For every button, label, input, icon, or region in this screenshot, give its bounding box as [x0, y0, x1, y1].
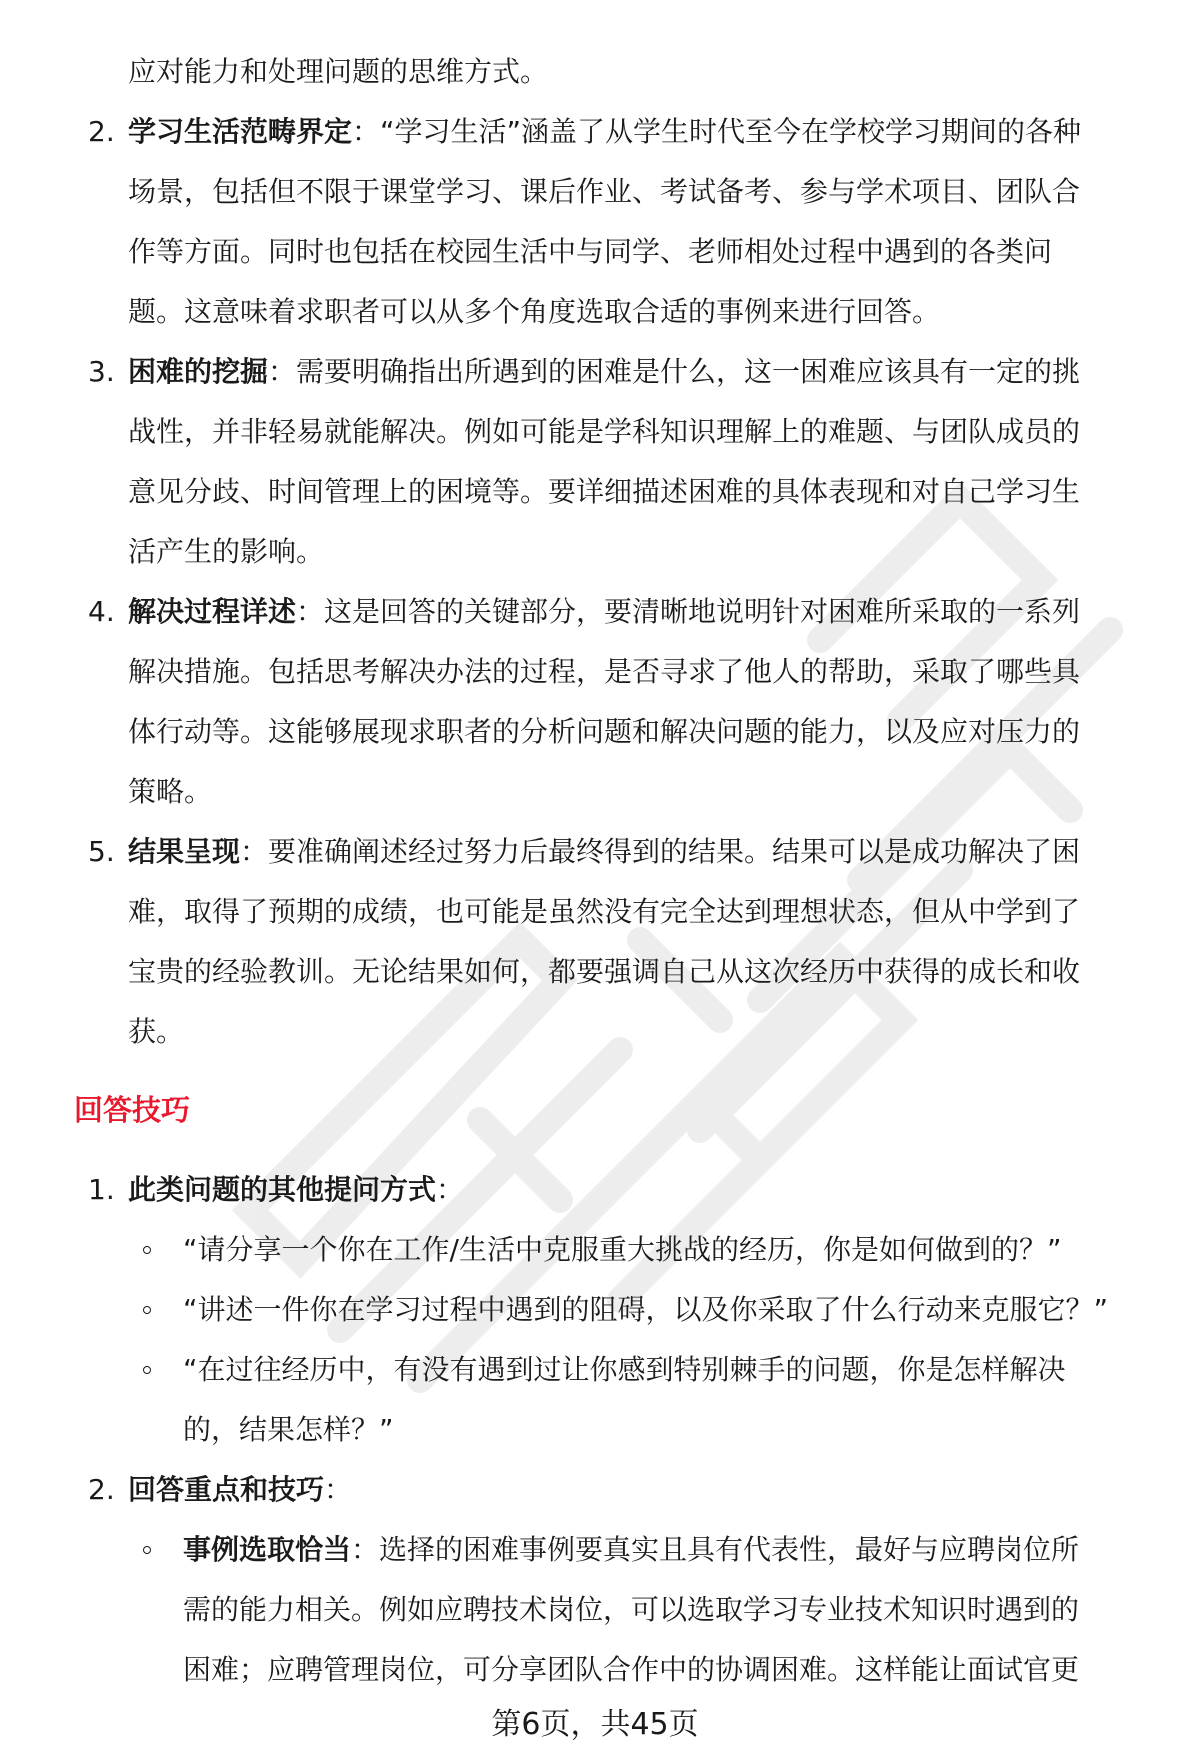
list-item-text: 宝贵的经验教训。无论结果如何，都要强调自己从这次经历中获得的成长和收 [128, 955, 1081, 988]
bullet-item-text: “在过往经历中，有没有遇到过让你感到特别棘手的问题，你是怎样解决 [183, 1353, 1066, 1386]
list-item-text: 题。这意味着求职者可以从多个角度选取合适的事例来进行回答。 [128, 295, 941, 328]
bullet-icon [143, 1366, 151, 1374]
list-item-text: 需要明确指出所遇到的困难是什么，这一困难应该具有一定的挑 [296, 355, 1081, 388]
bullet-icon [143, 1546, 151, 1554]
bullet-item-text: “请分享一个你在工作/生活中克服重大挑战的经历，你是如何做到的？” [183, 1233, 1062, 1266]
bullet-item-first-line [183, 1520, 1079, 1580]
list-item-first-line [128, 1160, 464, 1220]
bullet-item-text: 选择的困难事例要真实且具有代表性，最好与应聘岗位所 [379, 1533, 1080, 1566]
list-item-text: 活产生的影响。 [128, 535, 325, 568]
list-item-first-line [128, 342, 1080, 402]
bullet-icon [143, 1306, 151, 1314]
list-item-colon: ： [296, 595, 325, 628]
list-item-first-line [128, 822, 1080, 882]
list-item-text: 获。 [128, 1015, 185, 1048]
list-item-title: 困难的挖掘 [128, 355, 269, 388]
list-item-text: 难，取得了预期的成绩，也可能是虽然没有完全达到理想状态，但从中学到了 [128, 895, 1081, 928]
list-item-number: 3. [88, 355, 115, 388]
bullet-item-title: 事例选取恰当 [183, 1533, 352, 1566]
list-item-text: 作等方面。同时也包括在校园生活中与同学、老师相处过程中遇到的各类问 [128, 235, 1053, 268]
list-item-text: 解决措施。包括思考解决办法的过程，是否寻求了他人的帮助，采取了哪些具 [128, 655, 1081, 688]
list-item-number: 4. [88, 595, 115, 628]
bullet-icon [143, 1246, 151, 1254]
list-item-colon: ： [268, 355, 297, 388]
bullet-item-text: 的，结果怎样？” [183, 1413, 394, 1446]
list-item-number: 2. [88, 1473, 115, 1506]
list-item-text: 体行动等。这能够展现求职者的分析问题和解决问题的能力，以及应对压力的 [128, 715, 1081, 748]
list-item-number: 5. [88, 835, 115, 868]
list-item-text: 场景，包括但不限于课堂学习、课后作业、考试备考、参与学术项目、团队合 [128, 175, 1081, 208]
list-item-title: 回答重点和技巧 [128, 1473, 325, 1506]
list-item-colon: ： [324, 1473, 353, 1506]
bullet-item-text: “讲述一件你在学习过程中遇到的阻碍，以及你采取了什么行动来克服它？” [183, 1293, 1109, 1326]
intro-tail-text: 应对能力和处理问题的思维方式。 [128, 55, 549, 88]
bullet-item-text: 困难；应聘管理岗位，可分享团队合作中的协调困难。这样能让面试官更 [183, 1653, 1080, 1686]
list-item-first-line [128, 582, 1080, 642]
list-item-title: 解决过程详述 [128, 595, 297, 628]
section-title: 回答技巧 [74, 1093, 191, 1127]
list-item-text: 策略。 [128, 775, 213, 808]
bullet-item-colon: ： [351, 1533, 380, 1566]
list-item-colon: ： [436, 1173, 465, 1206]
list-item-text: 这是回答的关键部分，要清晰地说明针对困难所采取的一系列 [324, 595, 1081, 628]
list-item-first-line [128, 1460, 352, 1520]
list-item-colon: ： [240, 835, 269, 868]
list-item-title: 学习生活范畴界定 [128, 115, 353, 148]
bullet-item-text: 需的能力相关。例如应聘技术岗位，可以选取学习专业技术知识时遇到的 [183, 1593, 1080, 1626]
list-item-title: 此类问题的其他提问方式 [128, 1173, 437, 1206]
list-item-first-line [128, 102, 1081, 162]
list-item-title: 结果呈现 [128, 835, 241, 868]
list-item-number: 2. [88, 115, 115, 148]
list-item-text: 要准确阐述经过努力后最终得到的结果。结果可以是成功解决了困 [268, 835, 1081, 868]
list-item-text: 战性，并非轻易就能解决。例如可能是学科知识理解上的难题、与团队成员的 [128, 415, 1081, 448]
page-number-footer: 第6页，共45页 [491, 1707, 699, 1742]
list-item-text: “学习生活”涵盖了从学生时代至今在学校学习期间的各种 [380, 115, 1082, 148]
list-item-colon: ： [352, 115, 381, 148]
list-item-text: 意见分歧、时间管理上的困境等。要详细描述困难的具体表现和对自己学习生 [128, 475, 1081, 508]
list-item-number: 1. [88, 1173, 115, 1206]
